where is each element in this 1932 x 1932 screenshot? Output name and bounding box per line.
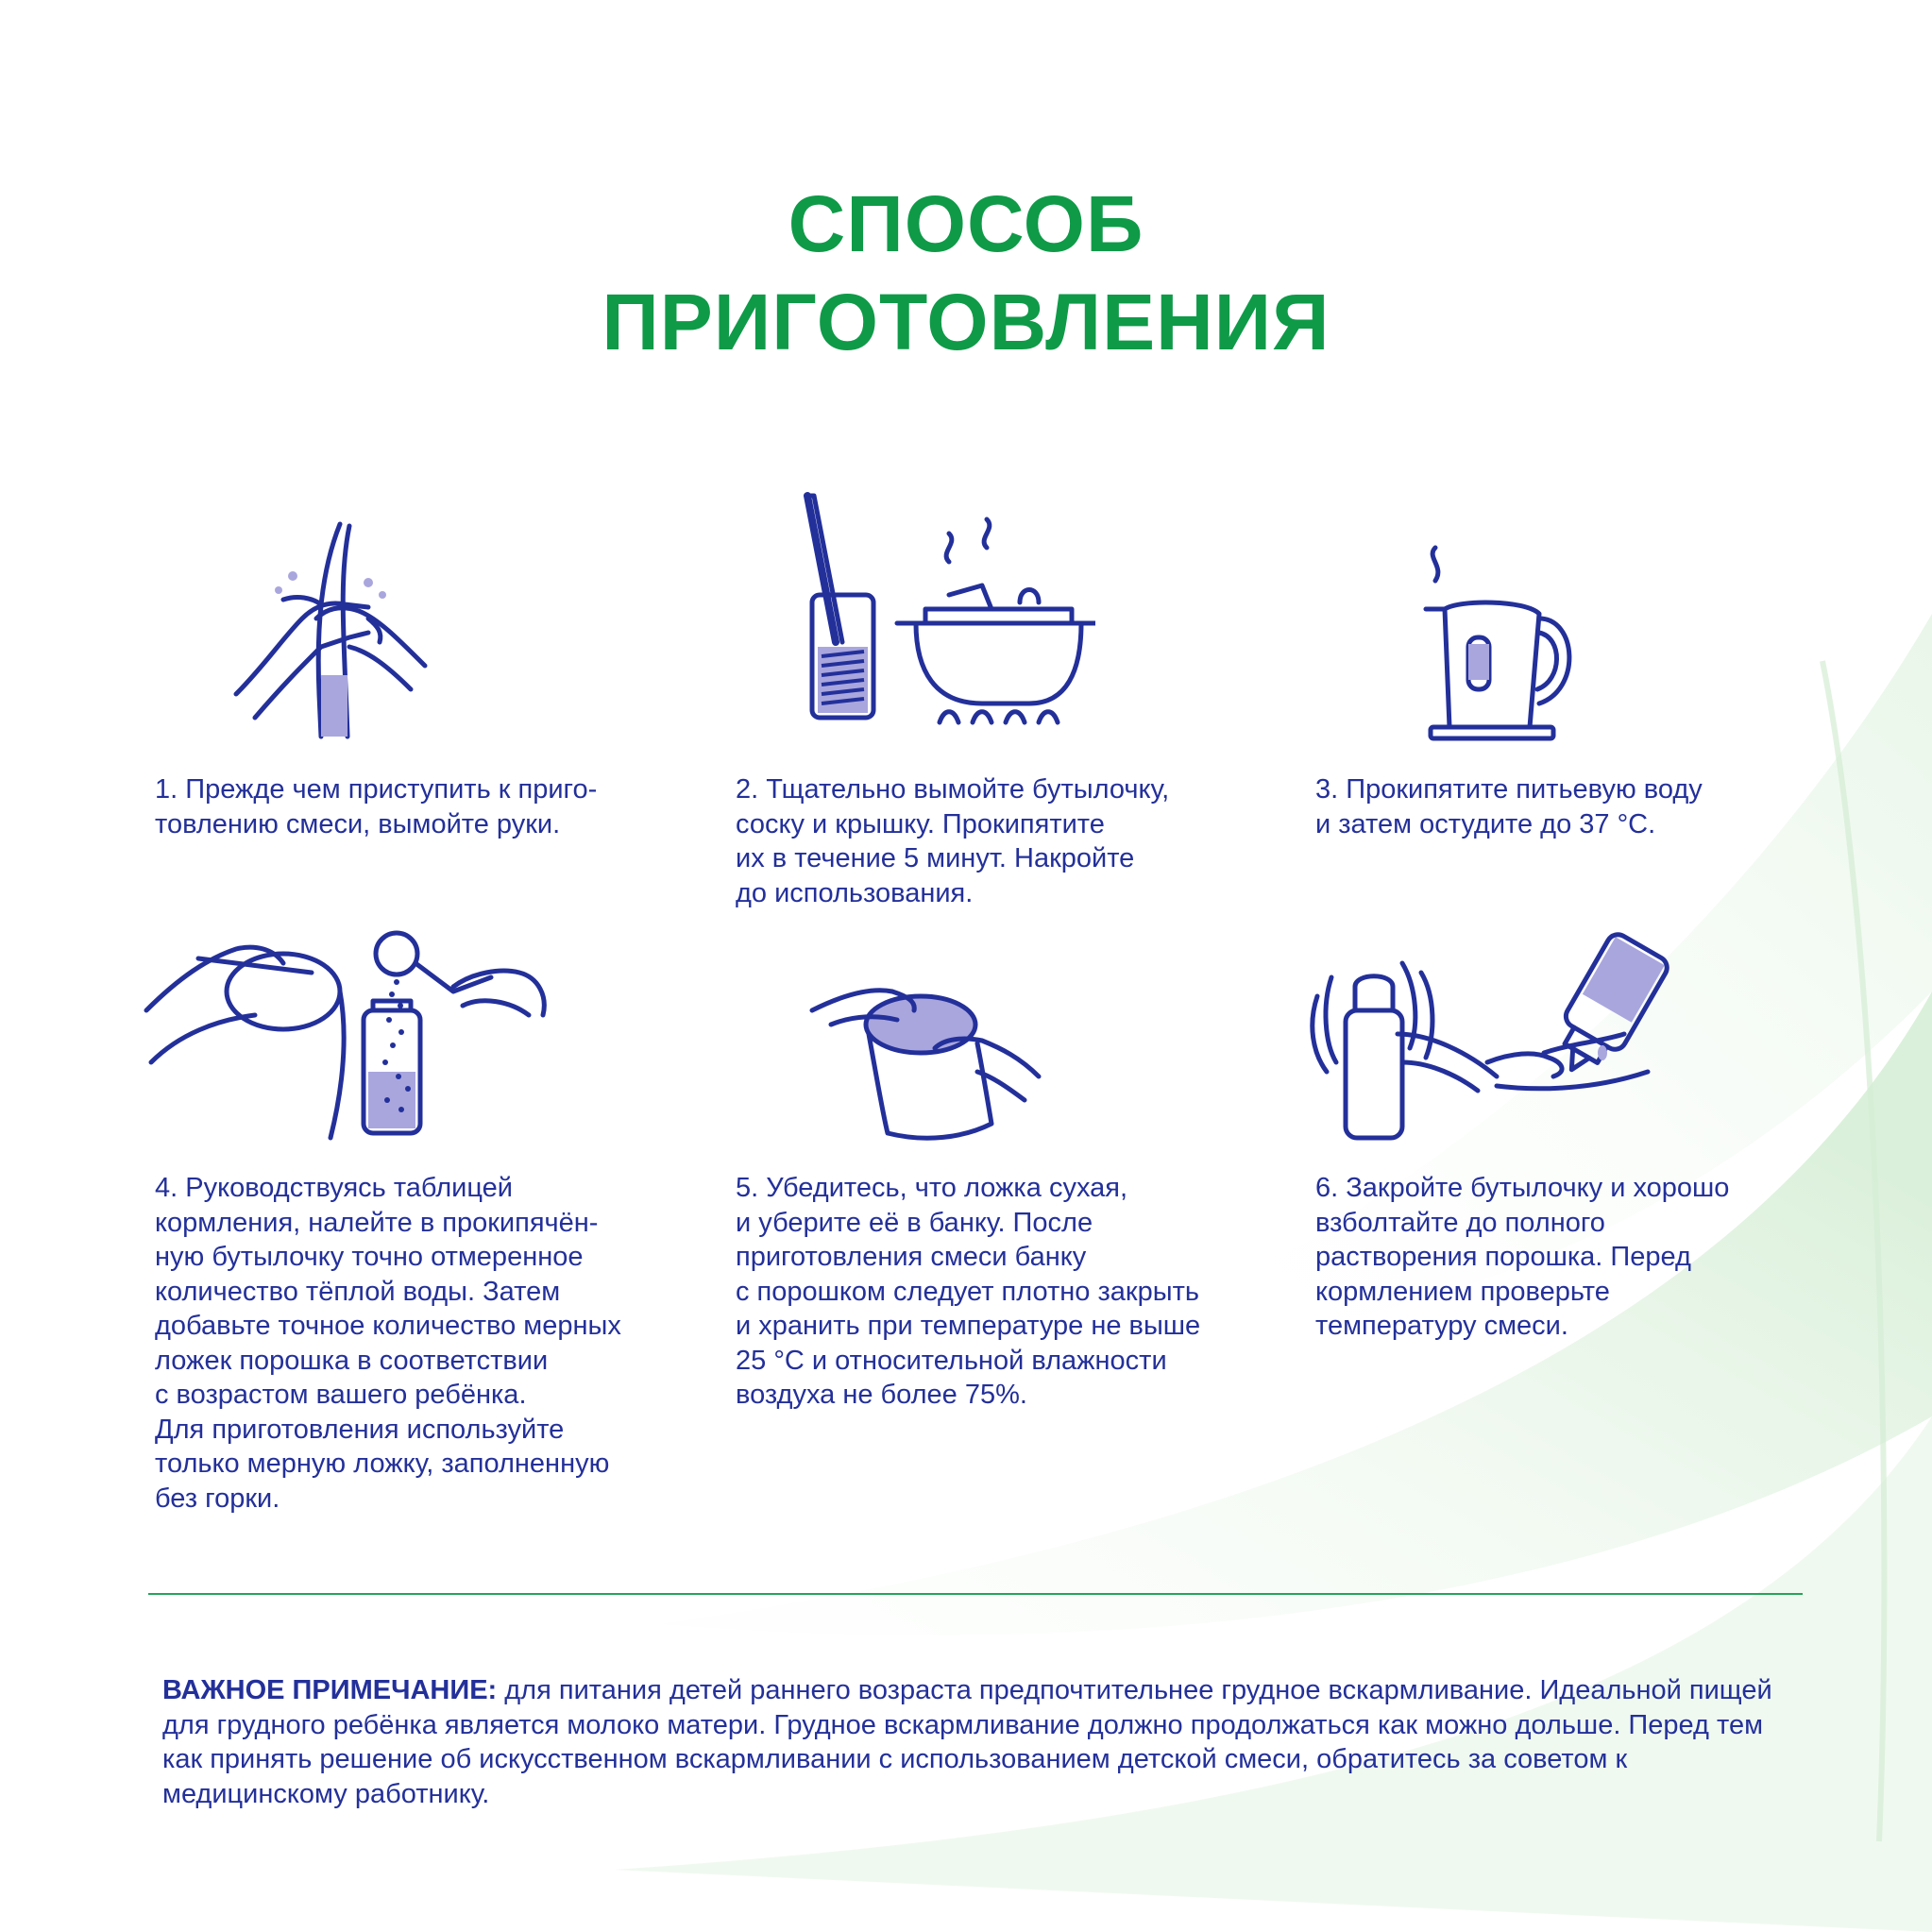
step-3-text: 3. Прокипятите питьевую воду и затем остудите до 37 °C. bbox=[1315, 774, 1703, 839]
closing-can-lid-icon bbox=[803, 973, 1048, 1143]
important-note bbox=[162, 1673, 1787, 1811]
important-note-label: ВАЖНОЕ ПРИМЕЧАНИЕ: bbox=[162, 1675, 498, 1705]
bottle-brush-and-boiling-pot-icon bbox=[793, 491, 1095, 727]
important-note-text: для питания детей раннего возраста предпочтительнее грудное вскармливание. Идеальной пищей для грудного ребёнка является молоко матери. Грудное вскармливание должно продолжаться как можно дольше. Перед тем как принять решение об искусственном вскармливании с использованием детской смеси, обратитесь за советом к медицинскому работнику. bbox=[162, 1675, 1772, 1809]
shaking-bottle-and-temperature-check-icon bbox=[1308, 921, 1681, 1147]
step-4-text: 4. Руководствуясь таблицей кормления, налейте в прокипячён- ную бутылочку точно отмеренное количество тёплой воды. Затем добавьте точное количество мерных ложек порошка в соответствии с возрастом вашего ребёнка. Для приготовления используйте только мерную ложку, заполненную без горки. bbox=[155, 1173, 621, 1514]
step-2-text: 2. Тщательно вымойте бутылочку, соску и крышку. Прокипятите их в течение 5 минут. Накройте до использования. bbox=[736, 774, 1170, 908]
page-title bbox=[0, 175, 1932, 371]
section-divider bbox=[148, 1593, 1803, 1595]
step-5-text: 5. Убедитесь, что ложка сухая, и уберите её в банку. После приготовления смеси банку с порошком следует плотно закрыть и хранить при температуре не выше 25 °C и относительной влажности воздуха не более 75%. bbox=[736, 1173, 1201, 1410]
kettle-icon bbox=[1416, 538, 1586, 741]
hand-washing-icon bbox=[227, 515, 434, 741]
page-title-line-1: СПОСОБ bbox=[788, 179, 1144, 268]
page-title-line-2: ПРИГОТОВЛЕНИЯ bbox=[602, 278, 1330, 366]
measuring-spoon-and-bottle-icon bbox=[142, 921, 548, 1143]
step-1-text: 1. Прежде чем приступить к приго- товлению смеси, вымойте руки. bbox=[155, 774, 598, 839]
step-6-text: 6. Закройте бутылочку и хорошо взболтайте до полного растворения порошка. Перед кормлением проверьте температуру смеси. bbox=[1315, 1173, 1730, 1341]
